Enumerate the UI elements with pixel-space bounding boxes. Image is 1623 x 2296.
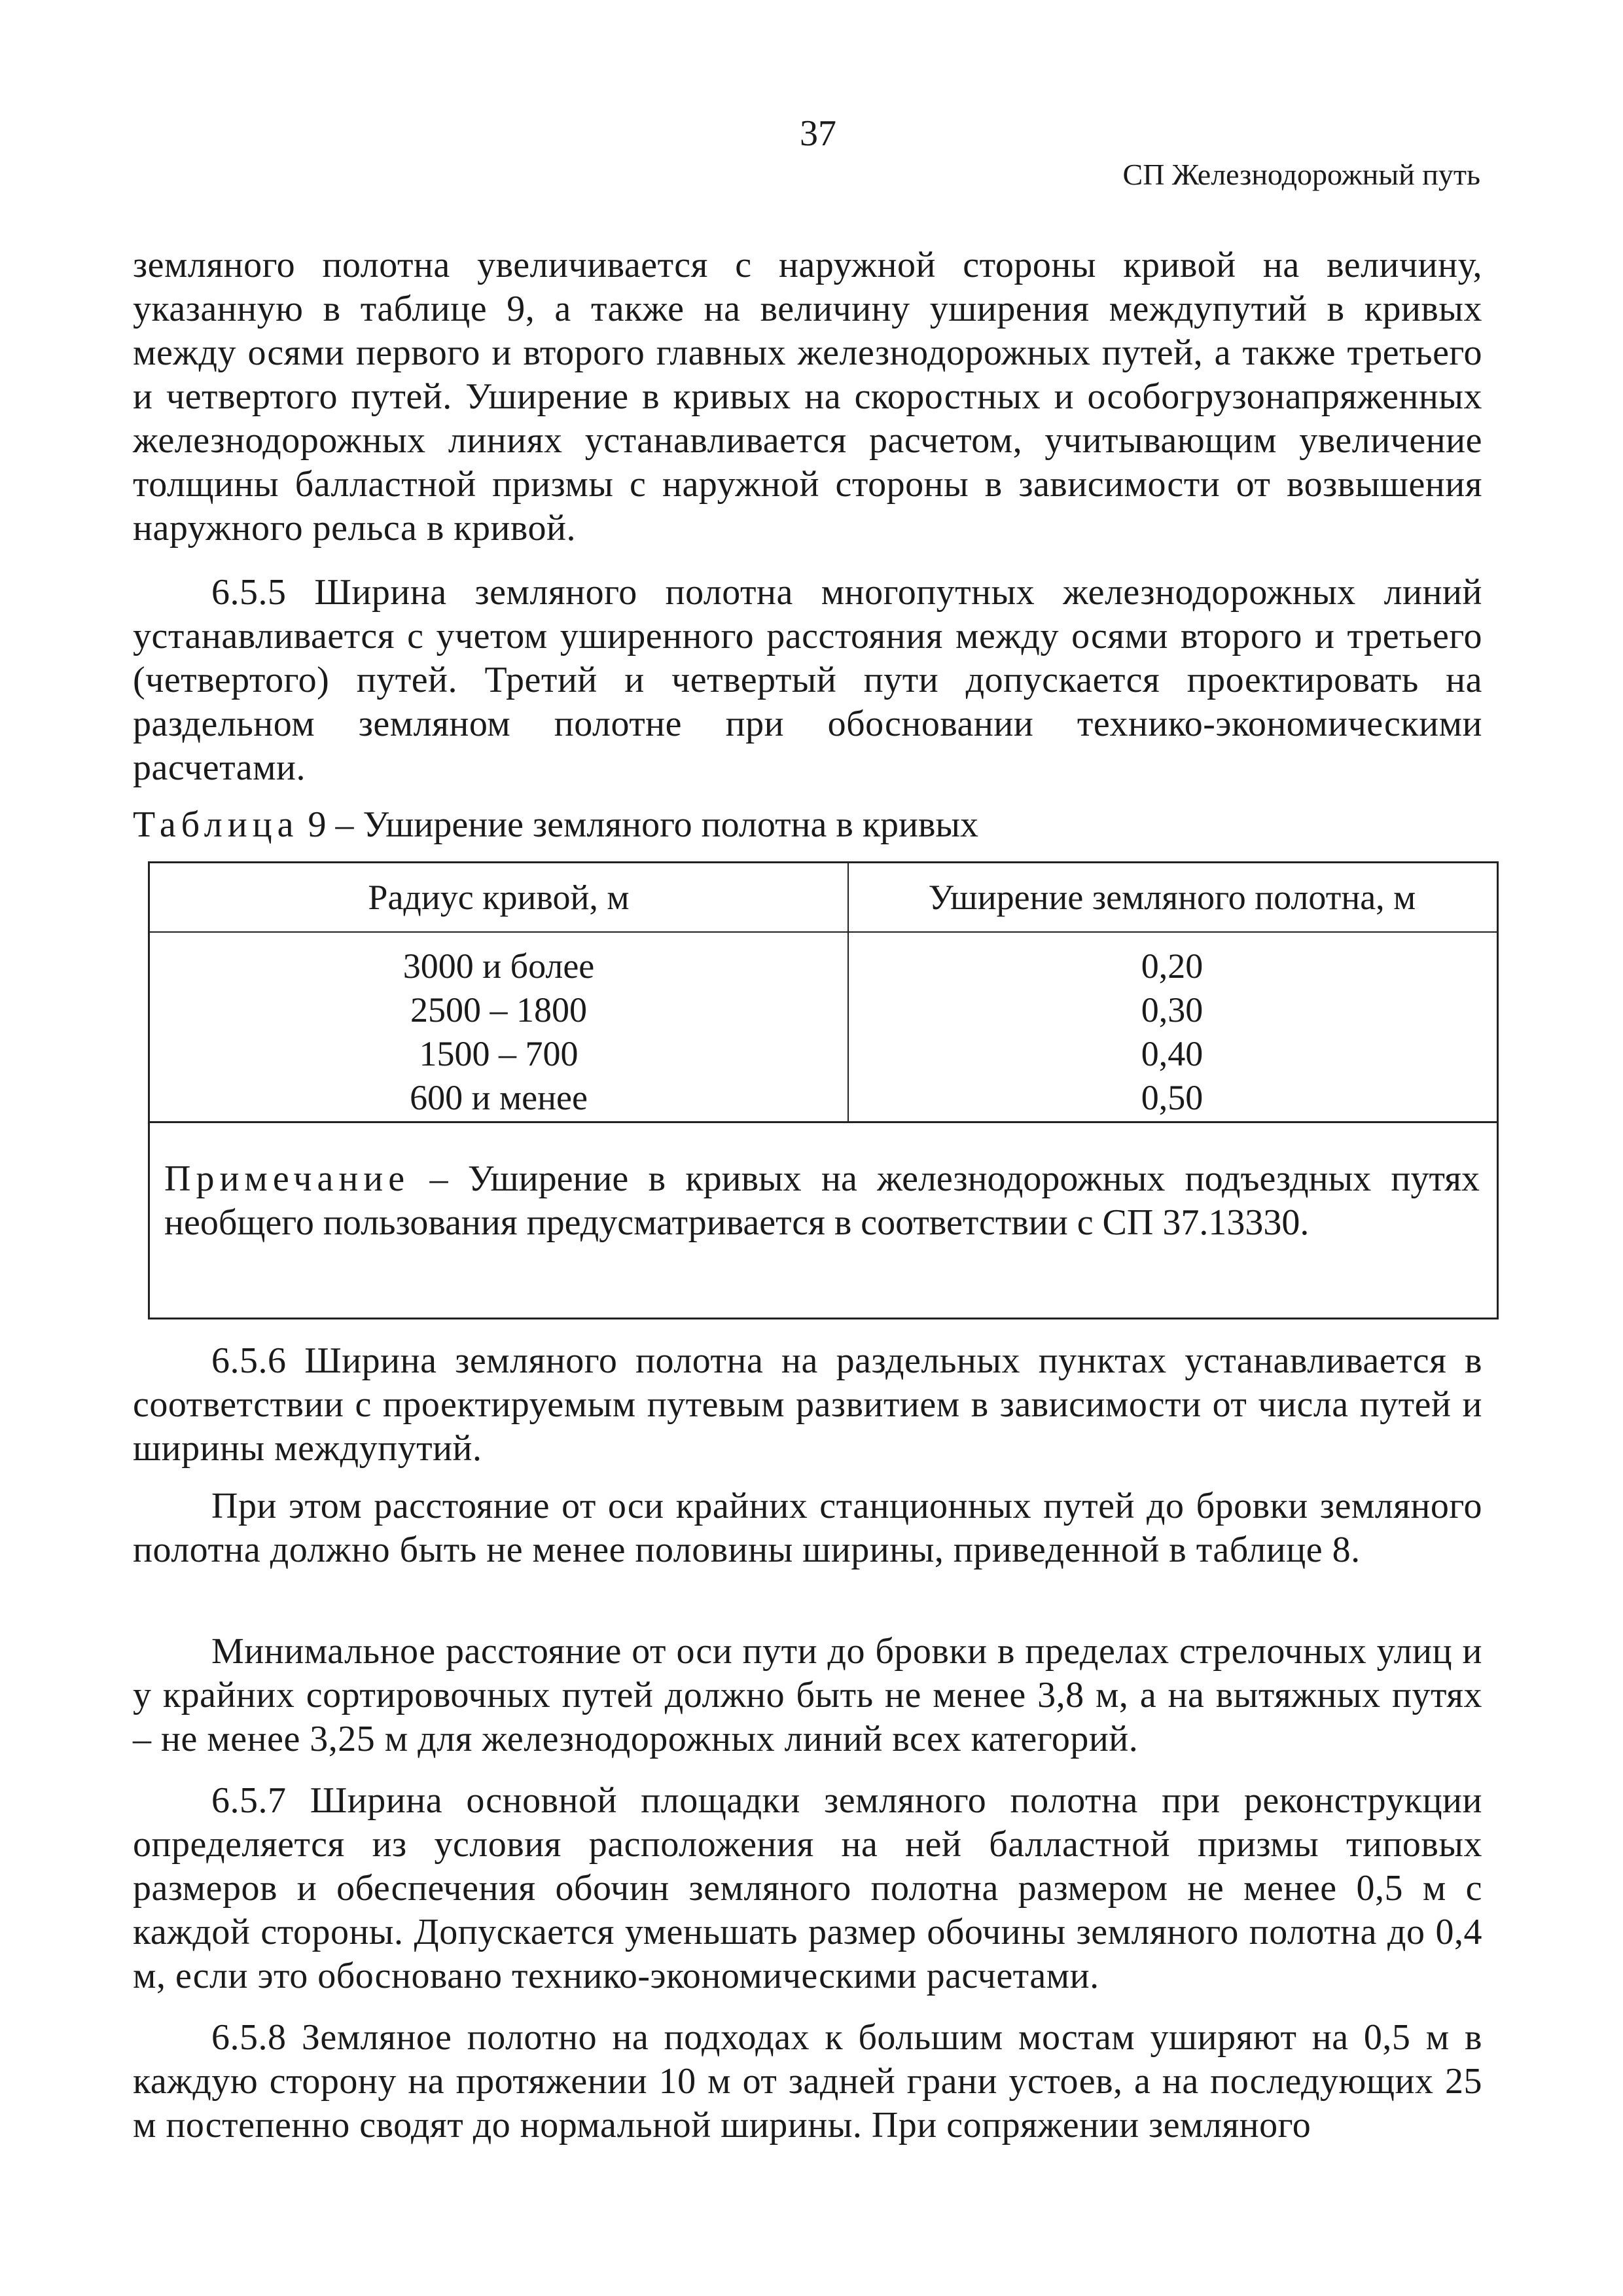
- paragraph-6-5-5: 6.5.5 Ширина земляного полотна многопутных железнодорожных линий устанавливается с учетом уширенного расстояния между осями второго и третьего (четвертого) путей. Третий и четвертый пути допускается проектировать на раздельном земляном полотне при обосновании технико-экономическими расчетами.: [133, 572, 1482, 788]
- table-note: [164, 1157, 1480, 1245]
- table-cell-widening: 0,20: [1141, 946, 1204, 986]
- table-note-box: [148, 1123, 1499, 1319]
- running-header: СП Железнодорожный путь: [1122, 158, 1480, 191]
- table-cell-radius: 1500 – 700: [419, 1034, 579, 1073]
- table-cell-radius: 2500 – 1800: [410, 990, 587, 1030]
- table-cell-widening: 0,30: [1141, 990, 1204, 1030]
- paragraph-6-5-6-minimum: Минимальное расстояние от оси пути до бровки в пределах стрелочных улиц и у крайних сортировочных путей должно быть не менее 3,8 м, а на вытяжных путях – не менее 3,25 м для железнодорожных линий всех категорий.: [133, 1631, 1482, 1759]
- page-number: 37: [800, 113, 836, 154]
- paragraph-6-5-6: 6.5.6 Ширина земляного полотна на раздельных пунктах устанавливается в соответствии с проектируемым путевым развитием в зависимости от числа путей и ширины междупутий.: [133, 1340, 1482, 1469]
- table-header-radius: Радиус кривой, м: [368, 878, 630, 917]
- paragraph-6-5-6-distance: При этом расстояние от оси крайних станционных путей до бровки земляного полотна должно быть не менее половины ширины, приведенной в таблице 8.: [133, 1486, 1482, 1570]
- table-caption-label: Таблица: [133, 804, 299, 845]
- table-caption: [133, 804, 978, 846]
- table-cell-widening: 0,40: [1141, 1034, 1204, 1073]
- table-header-divider: [150, 931, 1497, 933]
- table-caption-text: 9 – Уширение земляного полотна в кривых: [298, 804, 979, 845]
- paragraph-6-5-7: 6.5.7 Ширина основной площадки земляного полотна при реконструкции определяется из условия расположения на ней балластной призмы типовых размеров и обеспечения обочин земляного полотна размером не менее 0,5 м с каждой стороны. Допускается уменьшать размер обочины земляного полотна до 0,4 м, если это обосновано технико-экономическими расчетами.: [133, 1780, 1482, 1996]
- table-cell-widening: 0,50: [1141, 1078, 1204, 1117]
- table-note-text: – Уширение в кривых на железнодорожных подъездных путях необщего пользования предусматривается в соответствии с СП 37.13330.: [164, 1158, 1480, 1243]
- table-column-radius: [150, 944, 847, 1120]
- table-header-widening: Уширение земляного полотна, м: [928, 878, 1416, 917]
- table-cell-radius: 600 и менее: [410, 1078, 588, 1117]
- paragraph-6-5-8: 6.5.8 Земляное полотно на подходах к большим мостам уширяют на 0,5 м в каждую сторону на протяжении 10 м от задней грани устоев, а на последующих 25 м постепенно сводят до нормальной ширины. При сопряжении земляного: [133, 2017, 1482, 2145]
- widening-table: [148, 861, 1499, 1123]
- paragraph-continuation: земляного полотна увеличивается с наружной стороны кривой на величину, указанную в таблице 9, а также на величину уширения междупутий в кривых между осями первого и второго главных железнодорожных путей, а также третьего и четвертого путей. Уширение в кривых на скоростных и особогрузонапряженных железнодорожных линиях устанавливается расчетом, учитывающим увеличение толщины балластной призмы с наружной стороны в зависимости от возвышения наружного рельса в кривой.: [133, 245, 1482, 548]
- table-column-widening: [847, 944, 1497, 1120]
- table-note-label: Примечание: [164, 1158, 410, 1199]
- table-cell-radius: 3000 и более: [402, 946, 595, 986]
